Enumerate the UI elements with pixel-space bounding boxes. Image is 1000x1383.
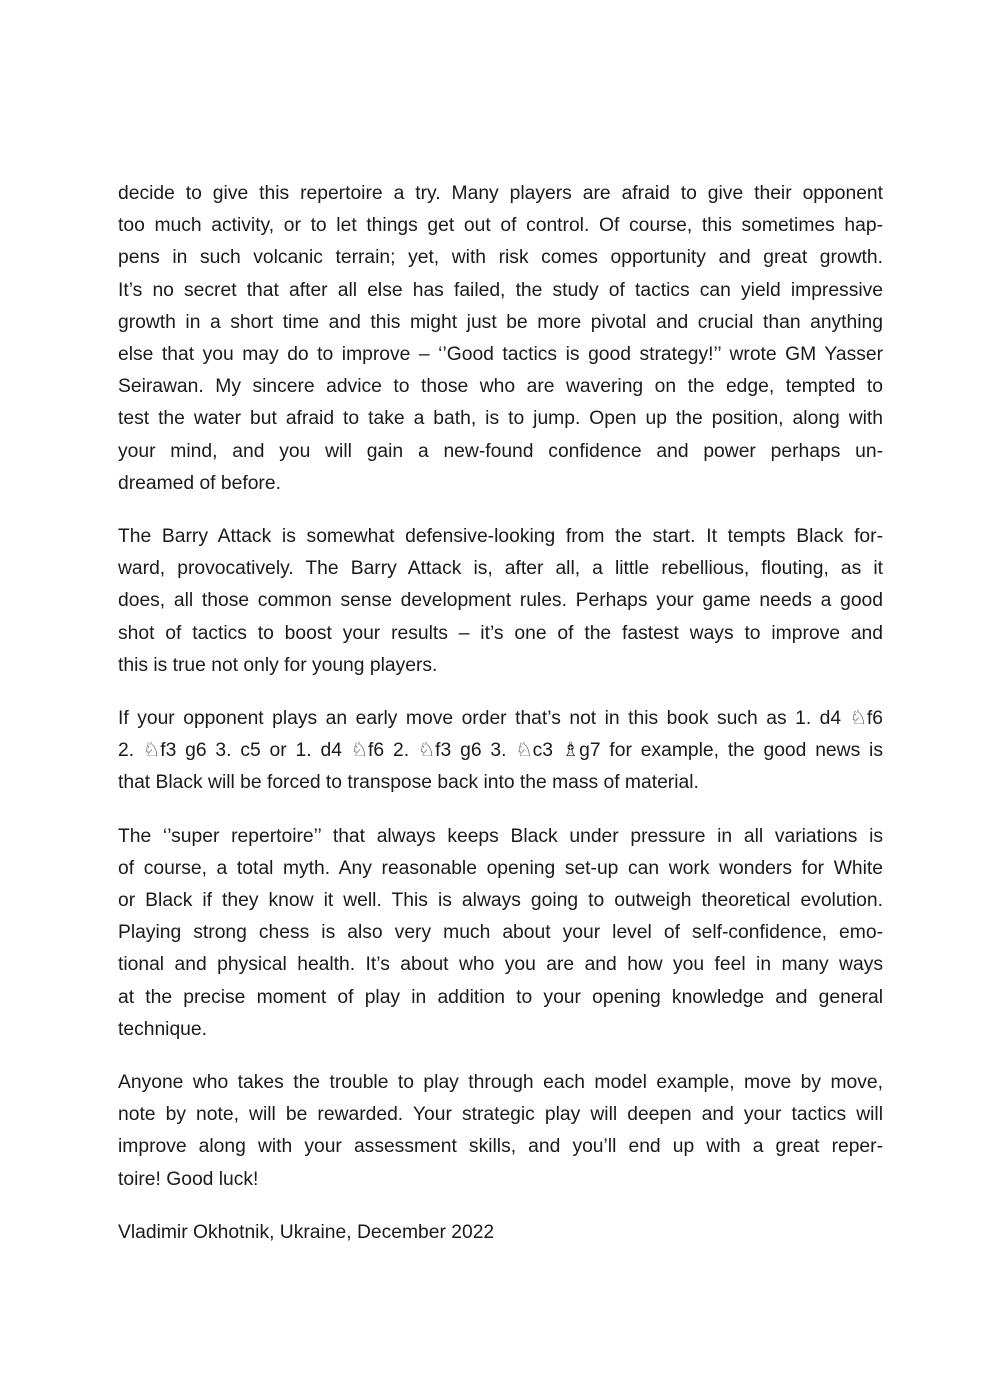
text-line: tional and physical health. It’s about who you are and how you feel in many ways (118, 954, 883, 976)
text-line: Seirawan. My sincere advice to those who are wavering on the edge, tempted to (118, 376, 883, 398)
text-line: does, all those common sense development rules. Perhaps your game needs a good (118, 590, 883, 612)
text-line: test the water but afraid to take a bath, is to jump. Open up the position, along with (118, 408, 883, 430)
text-line: Playing strong chess is also very much about your level of self-confidence, emo- (118, 922, 883, 944)
text-line: that Black will be forced to transpose back into the mass of material. (118, 772, 699, 794)
text-line: growth in a short time and this might just be more pivotal and crucial than anything (118, 311, 883, 333)
text-line: decide to give this repertoire a try. Many players are afraid to give their opponent (118, 183, 883, 204)
text-line: your mind, and you will gain a new-found confidence and power perhaps un- (118, 440, 883, 462)
text-line: else that you may do to improve – ‘’Good tactics is good strategy!’’ wrote GM Yasser (118, 344, 883, 366)
text-line: this is true not only for young players. (118, 654, 438, 676)
paragraph (118, 821, 883, 1046)
text-line: ward, provocatively. The Barry Attack is, after all, a little rebellious, flouting, as it (118, 558, 883, 580)
text-line: note by note, will be rewarded. Your strategic play will deepen and your tactics will (118, 1104, 883, 1126)
text-line: toire! Good luck! (118, 1168, 259, 1190)
text-line: If your opponent plays an early move order that’s not in this book such as 1. d4 ♘f6 (118, 708, 883, 730)
text-line: too much activity, or to let things get out of control. Of course, this sometimes hap- (118, 215, 883, 237)
text-line: It’s no secret that after all else has failed, the study of tactics can yield impressive (118, 279, 883, 301)
paragraph (118, 1067, 883, 1196)
text-line: technique. (118, 1018, 207, 1040)
page-body (118, 178, 883, 1249)
signature: Vladimir Okhotnik, Ukraine, December 2022 (118, 1221, 495, 1243)
text-line: at the precise moment of play in addition to your opening knowledge and general (118, 986, 883, 1008)
paragraph (118, 178, 883, 500)
paragraphs (118, 178, 883, 1196)
text-line: The Barry Attack is somewhat defensive-looking from the start. It tempts Black for- (118, 526, 883, 548)
text-line: of course, a total myth. Any reasonable opening set-up can work wonders for White (118, 857, 883, 879)
text-line: pens in such volcanic terrain; yet, with risk comes opportunity and great growth. (118, 247, 883, 269)
text-line: Anyone who takes the trouble to play through each model example, move by move, (118, 1072, 883, 1094)
text-line: or Black if they know it well. This is always going to outweigh theoretical evolution. (118, 890, 883, 912)
paragraph (118, 521, 883, 682)
text-line: improve along with your assessment skills, and you’ll end up with a great reper- (118, 1136, 883, 1158)
text-line: shot of tactics to boost your results – it’s one of the fastest ways to improve and (118, 622, 883, 644)
text-line: The ‘’super repertoire’’ that always keeps Black under pressure in all variations is (118, 825, 883, 847)
text-line: dreamed of before. (118, 472, 281, 494)
text-line: 2. ♘f3 g6 3. c5 or 1. d4 ♘f6 2. ♘f3 g6 3. ♘c3 ♗g7 for example, the good news is (118, 740, 883, 762)
paragraph (118, 703, 883, 800)
